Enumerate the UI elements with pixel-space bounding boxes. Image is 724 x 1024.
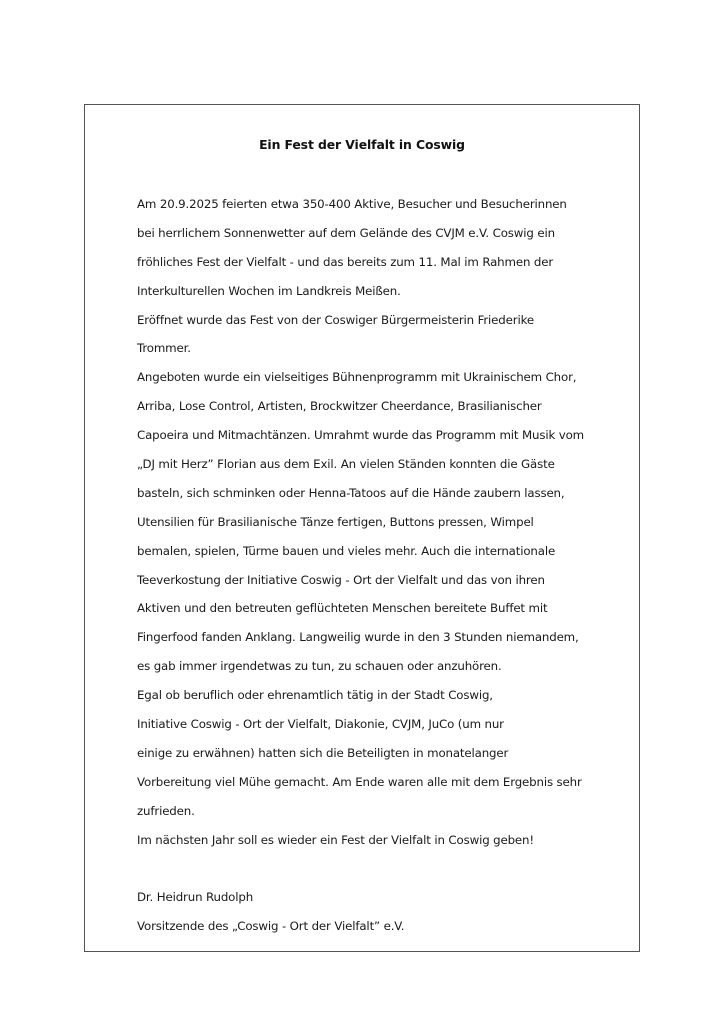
body-line: fröhliches Fest der Vielfalt - und das bereits zum 11. Mal im Rahmen der: [137, 254, 554, 269]
body-line: Trommer.: [137, 341, 191, 356]
body-line: einige zu erwähnen) hatten sich die Beteiligten in monatelanger: [137, 745, 509, 760]
body-line: Utensilien für Brasilianische Tänze fertigen, Buttons pressen, Wimpel: [137, 514, 534, 529]
body-line: Angeboten wurde ein vielseitiges Bühnenprogramm mit Ukrainischem Chor,: [137, 370, 577, 385]
body-line: zufrieden.: [137, 803, 195, 818]
spacer: [137, 857, 607, 886]
body-line: Am 20.9.2025 feierten etwa 350-400 Aktive, Besucher und Besucherinnen: [137, 197, 567, 211]
body-line: bemalen, spielen, Türme bauen und vieles mehr. Auch die internationale: [137, 543, 556, 558]
document-title: Ein Fest der Vielfalt in Coswig: [259, 137, 465, 152]
body-line: Eröffnet wurde das Fest von der Coswiger Bürgermeisterin Friederike: [137, 312, 534, 327]
body-line: Capoeira und Mitmachtänzen. Umrahmt wurde das Programm mit Musik vom: [137, 428, 584, 443]
body-line: Initiative Coswig - Ort der Vielfalt, Diakonie, CVJM, JuCo (um nur: [137, 717, 504, 732]
signature-name: Dr. Heidrun Rudolph: [137, 890, 254, 905]
body-line: Fingerfood fanden Anklang. Langweilig wurde in den 3 Stunden niemandem,: [137, 630, 579, 645]
body-line: basteln, sich schminken oder Henna-Tatoos auf die Hände zaubern lassen,: [137, 485, 565, 500]
body-line: Arriba, Lose Control, Artisten, Brockwitzer Cheerdance, Brasilianischer: [137, 399, 542, 414]
body-line: Aktiven und den betreuten geflüchteten Menschen bereitete Buffet mit: [137, 601, 548, 616]
body-line: bei herrlichem Sonnenwetter auf dem Gelände des CVJM e.V. Coswig ein: [137, 225, 555, 240]
body-line: Teeverkostung der Initiative Coswig - Ort der Vielfalt und das von ihren: [137, 572, 545, 587]
body-line: „DJ mit Herz” Florian aus dem Exil. An vielen Ständen konnten die Gäste: [137, 457, 555, 472]
document-body: [137, 193, 607, 944]
body-line: Im nächsten Jahr soll es wieder ein Fest der Vielfalt in Coswig geben!: [137, 832, 534, 847]
body-line: Egal ob beruflich oder ehrenamtlich tätig in der Stadt Coswig,: [137, 688, 493, 703]
body-line: es gab immer irgendetwas zu tun, zu schauen oder anzuhören.: [137, 659, 502, 674]
signature-role: Vorsitzende des „Coswig - Ort der Vielfalt” e.V.: [137, 919, 405, 934]
body-line: Interkulturellen Wochen im Landkreis Meißen.: [137, 283, 401, 298]
body-line: Vorbereitung viel Mühe gemacht. Am Ende waren alle mit dem Ergebnis sehr: [137, 774, 582, 789]
